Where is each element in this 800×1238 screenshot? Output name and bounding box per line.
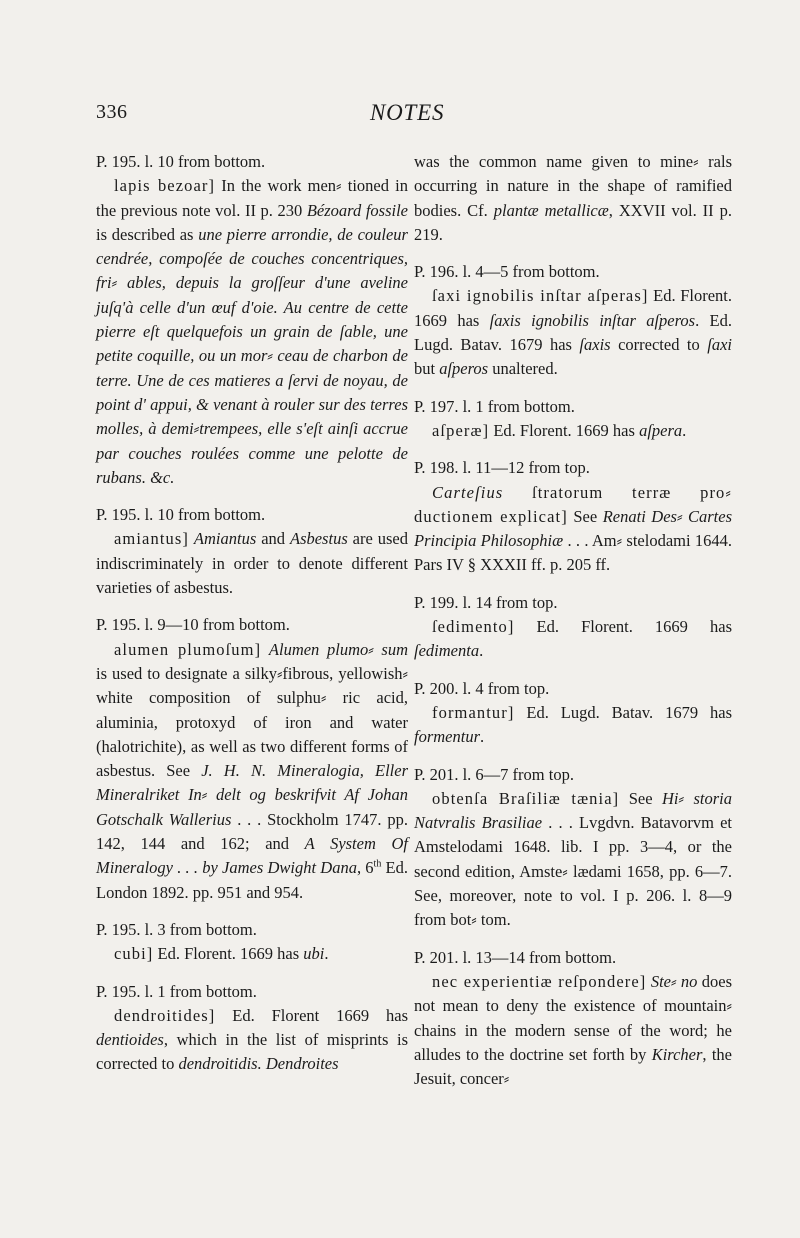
note-italic: A System Of Mineralogy . . . by James Dwight Dana <box>96 834 408 878</box>
running-head: NOTES <box>370 100 445 125</box>
note-lemma: ſtratorum terræ pro⸗ ductionem explicat] <box>414 482 732 526</box>
note-entry <box>414 763 732 933</box>
note-lemma-italic: Carteſius <box>432 482 504 502</box>
note-italic: dendroitidis. Dendroites <box>178 1054 339 1074</box>
note-italic: Hi⸗ storia Natvralis Brasiliae <box>414 788 732 833</box>
note-text <box>96 638 408 905</box>
note-text <box>96 942 408 966</box>
left-column <box>96 150 408 1090</box>
note-text <box>96 174 408 490</box>
note-reference: P. 195. l. 1 from bottom. <box>96 981 257 1001</box>
note-entry <box>414 260 732 381</box>
note-text <box>414 701 732 750</box>
note-lemma: lapis bezoar] <box>114 176 216 196</box>
note-body: . Ed. Lugd. Batav. 1679 has <box>414 310 732 355</box>
note-italic: Amiantus <box>193 529 257 549</box>
note-reference: P. 195. l. 10 from bottom. <box>96 505 266 525</box>
note-italic: ſedimenta <box>414 641 480 661</box>
note-body: is used to designate a silky⸗fibrous, yellowish⸗white composition of sulphu⸗ ric acid, aluminia, protoxyd of iron and water (halotrichite), as well as two different forms of asbestus. See <box>96 663 408 781</box>
note-text <box>414 615 732 664</box>
note-body: Ed. Florent. 1669 has <box>414 286 732 330</box>
note-reference: P. 198. l. 11—12 from top. <box>414 458 590 478</box>
note-body: . <box>682 420 687 440</box>
note-body: , which in the list of misprints is corrected to <box>96 1030 408 1074</box>
note-italic: formentur <box>414 727 480 747</box>
note-lemma: obtenſa Braſiliæ tænia] <box>432 788 620 808</box>
note-entry <box>414 946 732 1092</box>
note-reference: P. 195. l. 9—10 from bottom. <box>96 615 290 635</box>
note-text <box>414 419 732 443</box>
note-entry <box>96 918 408 967</box>
note-entry <box>414 456 732 577</box>
note-body: , XXVII vol. II p. 219. <box>414 200 732 244</box>
note-entry <box>96 613 408 905</box>
ordinal-superscript: th <box>373 858 382 870</box>
right-column <box>414 150 732 1104</box>
note-body: Ed. Florent 1669 has <box>215 1005 408 1025</box>
note-italic: ſaxis ignobilis inſtar aſperos <box>489 310 696 330</box>
note-lemma: aſperæ] <box>432 420 490 440</box>
note-body: , the Jesuit, concer⸗ <box>414 1044 732 1089</box>
note-lemma: amiantus] <box>114 529 189 549</box>
note-lemma: ſedimento] <box>432 617 515 637</box>
note-body: and <box>256 529 290 549</box>
note-lemma: nec experientiæ reſpondere] <box>432 971 647 991</box>
note-text <box>414 787 732 933</box>
page-number: 336 <box>96 101 128 123</box>
note-reference: P. 195. l. 10 from bottom. <box>96 152 266 171</box>
note-text <box>414 150 732 247</box>
note-body: unaltered. <box>488 359 558 379</box>
note-text <box>96 527 408 600</box>
note-lemma: cubi] <box>114 944 154 964</box>
note-body: corrected to <box>610 335 708 355</box>
note-continuation <box>414 150 732 247</box>
note-reference: P. 201. l. 13—14 from bottom. <box>414 947 617 967</box>
note-body: was the common name given to mine⸗ rals occurring in nature in the shape of ramified bodies. Cf. <box>414 152 732 220</box>
note-entry <box>96 980 408 1077</box>
note-body: Ed. Lugd. Batav. 1679 has <box>514 702 732 722</box>
note-text <box>96 1004 408 1077</box>
note-lemma: ſaxi ignobilis inſtar aſperas] <box>432 286 649 306</box>
note-lemma: formantur] <box>432 702 515 722</box>
note-reference: P. 200. l. 4 from top. <box>414 678 550 698</box>
note-italic: ſaxi <box>707 335 732 355</box>
note-lemma: dendroitides] <box>114 1005 216 1025</box>
note-body <box>261 640 269 659</box>
note-italic: Alumen plumo⸗ sum <box>268 639 409 659</box>
note-entry <box>96 503 408 600</box>
note-quotation: une pierre arrondie, de couleur cendrée, compoſée de couches concentriques, fri⸗ ables, depuis la groſſeur d'une aveline juſq'à celle d'un œuf d'oie. Au centre de cette pierre eſt quelquefois un grain de ſable, une petite coquille, ou un mor⸗ ceau de charbon de terre. Une de ces matieres a ſervi de noyau, de point d' appui, & venant à rouler sur des terres molles, à demi⸗trempees, elle s'eſt ainſi accrue par couches roulées comme une pelotte de rubans. &c. <box>96 224 408 487</box>
note-italic: Asbestus <box>289 529 348 549</box>
note-entry <box>414 591 732 664</box>
note-italic: aſpera <box>639 420 683 440</box>
note-reference: P. 197. l. 1 from bottom. <box>414 396 575 416</box>
note-italic: aſperos <box>439 359 489 379</box>
note-italic: Kircher <box>651 1044 703 1064</box>
note-reference: P. 199. l. 14 from top. <box>414 592 558 612</box>
note-italic: J. H. N. Mineralogia, Eller Mineralriket In⸗ delt og beskrifvit Af Johan Gotschalk Wallerius <box>96 761 408 829</box>
note-entry <box>96 150 408 490</box>
note-reference: P. 201. l. 6—7 from top. <box>414 764 574 784</box>
note-text <box>414 481 732 578</box>
note-italic: ſaxis <box>579 335 611 355</box>
note-body: Ed. Florent. 1669 has <box>153 944 304 964</box>
note-body: In the work men⸗ tioned in the previous note vol. II p. 230 <box>96 176 408 220</box>
note-reference: P. 196. l. 4—5 from bottom. <box>414 262 600 282</box>
note-italic: Ste⸗ no <box>650 971 698 991</box>
note-body: . . . Am⸗ stelodami 1644. Pars IV § XXXII ff. p. 205 ff. <box>414 531 732 575</box>
note-body: Ed. Florent. 1669 has <box>514 617 732 637</box>
note-entry <box>414 677 732 750</box>
note-italic: Bézoard fossile <box>306 200 408 220</box>
note-italic: Renati Des⸗ Cartes Principia Philosophiæ <box>414 506 732 551</box>
note-body: Ed. Florent. 1669 has <box>489 420 640 440</box>
note-body: . . . Stockholm 1747. pp. 142, 144 and 162; and <box>96 809 408 854</box>
note-italic: plantæ metallicæ <box>493 200 609 220</box>
note-body: is described as <box>96 224 199 244</box>
note-body: . <box>324 944 329 964</box>
note-body: . . . Lvgdvn. Batavorvm et Amstelodami 1648. lib. I pp. 3—4, or the second edition, Amste⸗ lædami 1658, pp. 6—7. See, moreover, note to vol. I p. 206. l. 8—9 from bot⸗ tom. <box>414 813 733 930</box>
note-text <box>414 284 732 381</box>
note-body: See <box>619 788 663 808</box>
note-entry <box>414 395 732 444</box>
note-body: , 6 <box>356 858 374 878</box>
note-body: See <box>567 506 603 526</box>
note-italic: ubi <box>303 944 325 964</box>
note-lemma: alumen plumoſum] <box>114 639 262 659</box>
note-body: but <box>414 359 440 379</box>
note-text <box>414 970 732 1091</box>
note-italic: dentioides <box>96 1030 164 1050</box>
note-body: Ed. London 1892. pp. 951 and 954. <box>96 858 408 902</box>
note-body: . <box>479 641 484 661</box>
note-reference: P. 195. l. 3 from bottom. <box>96 919 257 939</box>
note-body: does not mean to deny the existence of mountain⸗chains in the modern sense of the word; he alludes to the doctrine set forth by <box>414 971 733 1064</box>
note-body: are used indiscriminately in order to denote different varieties of asbestus. <box>96 529 409 598</box>
note-body: . <box>480 727 485 747</box>
